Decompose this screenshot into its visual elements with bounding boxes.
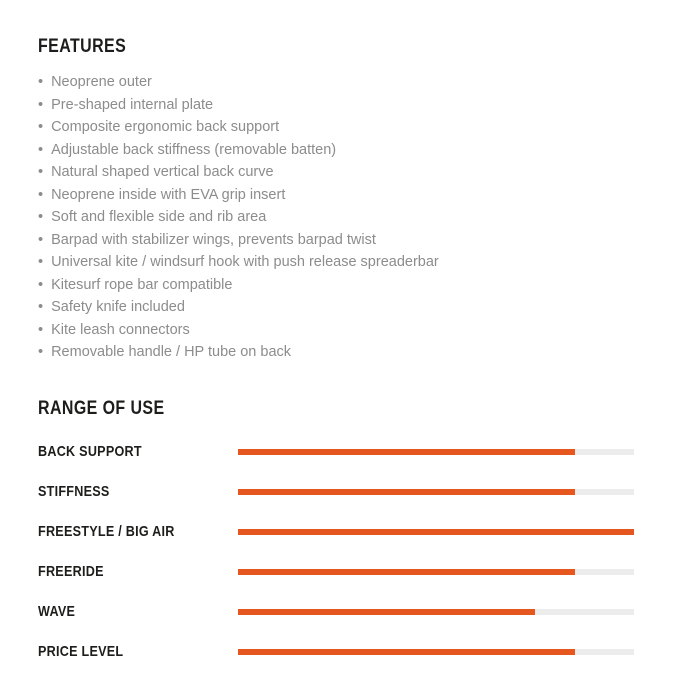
rating-bar-fill (238, 489, 575, 495)
features-section (38, 36, 700, 364)
feature-item: • Neoprene inside with EVA grip insert (38, 184, 700, 207)
range-of-use-title: RANGE OF USE (38, 397, 165, 419)
rating-row-stiffness (38, 472, 700, 512)
rating-bar-fill (238, 529, 634, 535)
feature-item: • Pre-shaped internal plate (38, 94, 700, 117)
rating-bar-fill (238, 649, 575, 655)
rating-rows (38, 432, 700, 672)
feature-item: • Universal kite / windsurf hook with push release spreaderbar (38, 251, 700, 274)
rating-bar-fill (238, 609, 535, 615)
feature-item: • Removable handle / HP tube on back (38, 341, 700, 364)
rating-bar-track (238, 609, 634, 615)
range-of-use-section (38, 398, 700, 672)
feature-item: • Neoprene outer (38, 71, 700, 94)
rating-label: STIFFNESS (38, 483, 110, 500)
feature-list (38, 71, 700, 364)
rating-label: FREESTYLE / BIG AIR (38, 523, 175, 540)
feature-item: • Barpad with stabilizer wings, prevents barpad twist (38, 229, 700, 252)
rating-label: BACK SUPPORT (38, 443, 142, 460)
feature-item: • Natural shaped vertical back curve (38, 161, 700, 184)
rating-bar-track (238, 529, 634, 535)
rating-label: FREERIDE (38, 563, 104, 580)
rating-row-freeride (38, 552, 700, 592)
rating-bar-fill (238, 449, 575, 455)
rating-label: PRICE LEVEL (38, 643, 124, 660)
rating-row-price-level (38, 632, 700, 672)
rating-bar-track (238, 449, 634, 455)
rating-row-freestyle-big-air (38, 512, 700, 552)
rating-label: WAVE (38, 603, 76, 620)
feature-item: • Adjustable back stiffness (removable batten) (38, 139, 700, 162)
feature-item: • Safety knife included (38, 296, 700, 319)
rating-bar-track (238, 489, 634, 495)
feature-item: • Composite ergonomic back support (38, 116, 700, 139)
features-title: FEATURES (38, 36, 127, 57)
feature-item: • Kitesurf rope bar compatible (38, 274, 700, 297)
rating-bar-track (238, 649, 634, 655)
feature-item: • Kite leash connectors (38, 319, 700, 342)
rating-bar-track (238, 569, 634, 575)
rating-bar-fill (238, 569, 575, 575)
rating-row-wave (38, 592, 700, 632)
feature-item: • Soft and flexible side and rib area (38, 206, 700, 229)
rating-row-back-support (38, 432, 700, 472)
